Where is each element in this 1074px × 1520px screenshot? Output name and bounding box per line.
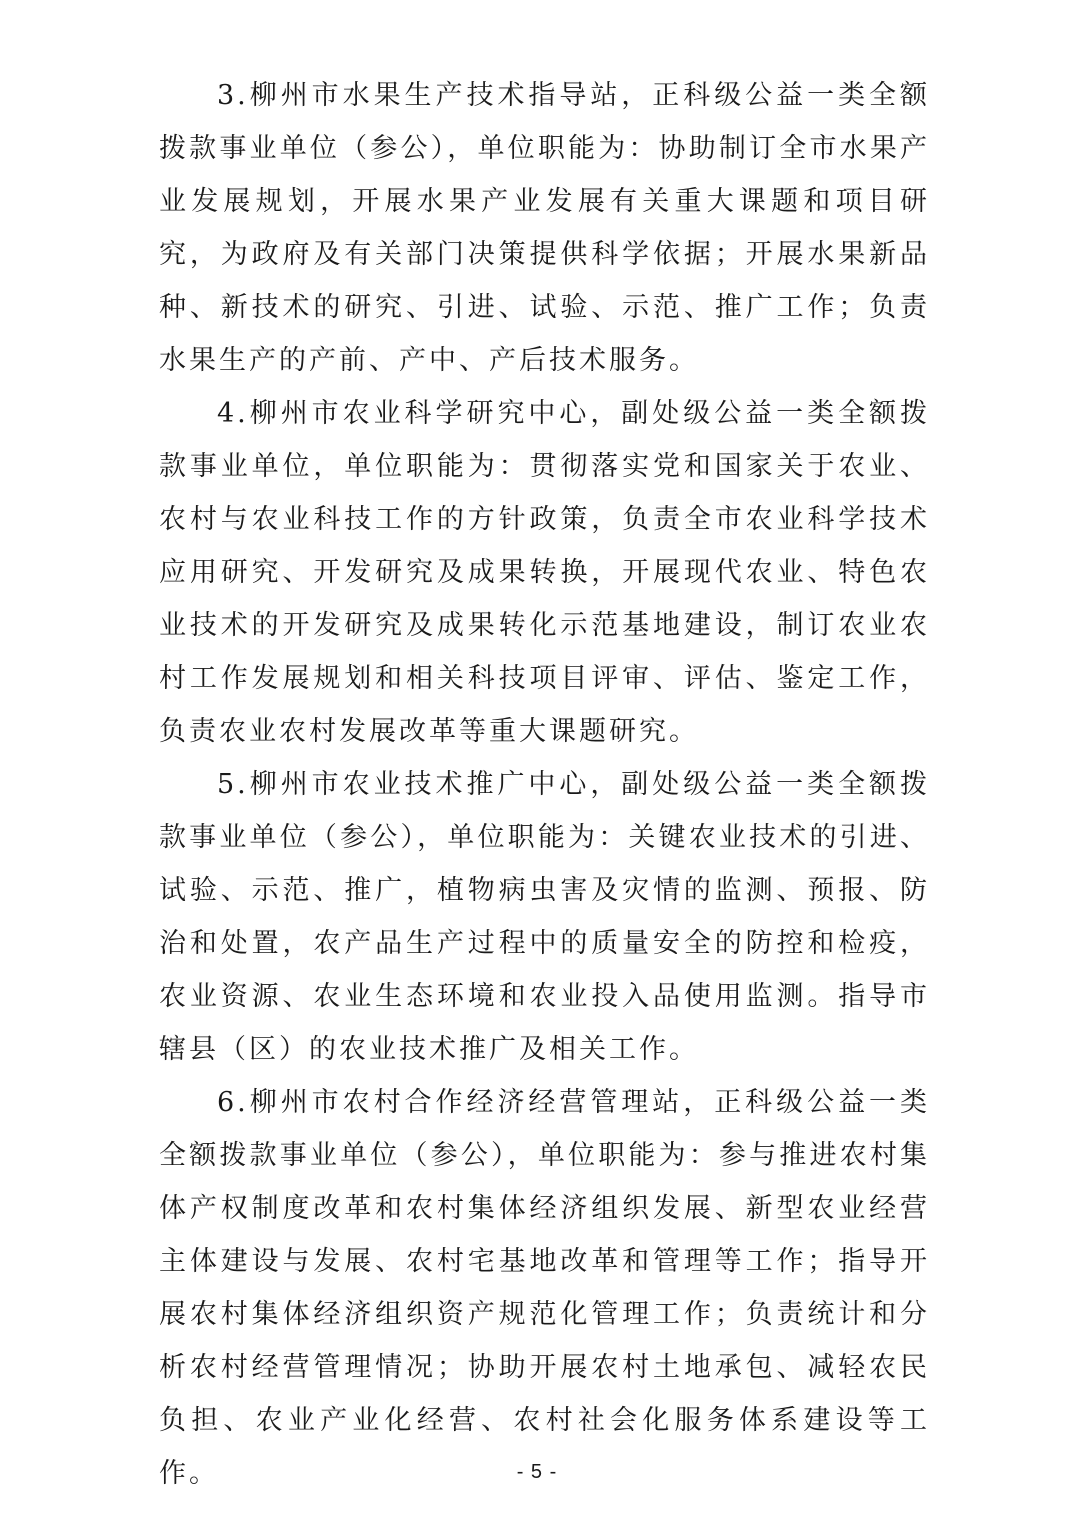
paragraph-item-4: 4.柳州市农业科学研究中心，副处级公益一类全额拨款事业单位，单位职能为：贯彻落实党和国家关于农业、农村与农业科技工作的方针政策，负责全市农业科学技术应用研究、开发研究及成果转换，开展现代农业、特色农业技术的开发研究及成果转化示范基地建设，制订农业农村工作发展规划和相关科技项目评审、评估、鉴定工作，负责农业农村发展改革等重大课题研究。 [159, 398, 930, 747]
paragraph-item-6: 6.柳州市农村合作经济经营管理站，正科级公益一类全额拨款事业单位（参公），单位职能为：参与推进农村集体产权制度改革和农村集体经济组织发展、新型农业经营主体建设与发展、农村宅基地改革和管理等工作；指导开展农村集体经济组织资产规范化管理工作；负责统计和分析农村经营管理情况；协助开展农村土地承包、减轻农民负担、农业产业化经营、农村社会化服务体系建设等工作。 [159, 1087, 930, 1489]
page-number: - 5 - [516, 1461, 558, 1483]
paragraph-item-5: 5.柳州市农业技术推广中心，副处级公益一类全额拨款事业单位（参公），单位职能为：关键农业技术的引进、试验、示范、推广，植物病虫害及灾情的监测、预报、防治和处置，农产品生产过程中的质量安全的防控和检疫，农业资源、农业生态环境和农业投入品使用监测。指导市辖县（区）的农业技术推广及相关工作。 [159, 769, 930, 1065]
paragraph-item-3: 3.柳州市水果生产技术指导站，正科级公益一类全额拨款事业单位（参公），单位职能为：协助制订全市水果产业发展规划，开展水果产业发展有关重大课题和项目研究，为政府及有关部门决策提供科学依据；开展水果新品种、新技术的研究、引进、试验、示范、推广工作；负责水果生产的产前、产中、产后技术服务。 [159, 80, 930, 376]
document-body [159, 69, 930, 1500]
